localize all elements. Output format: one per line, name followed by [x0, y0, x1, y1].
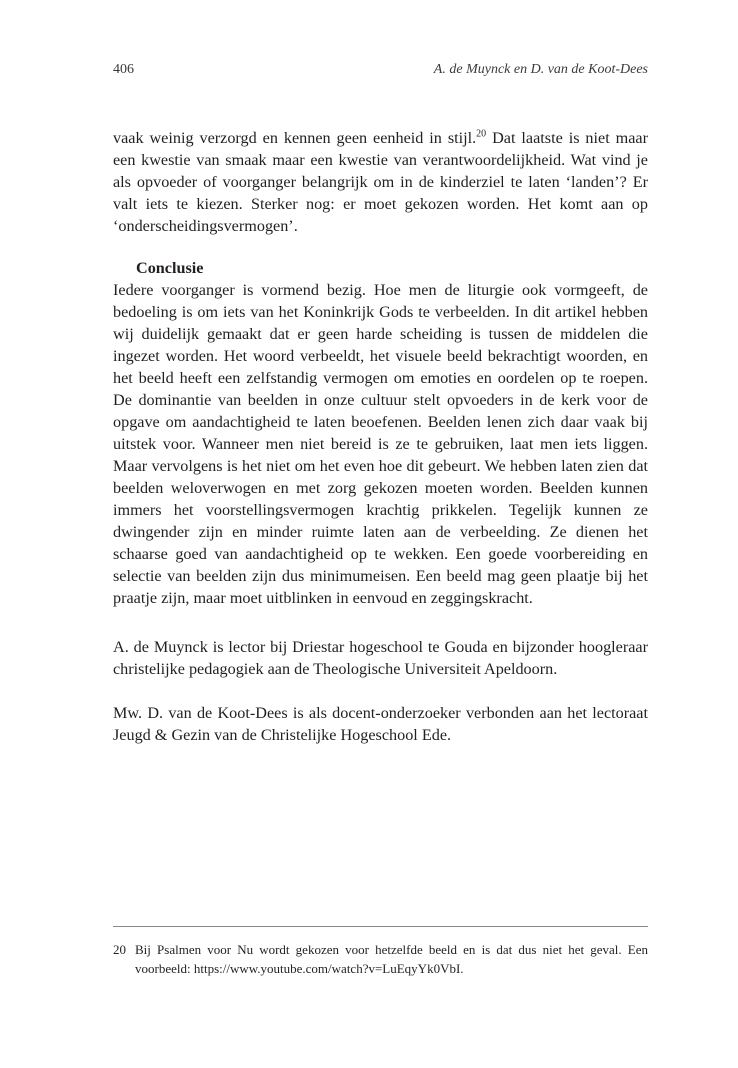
- footnote-reference: 20: [476, 128, 487, 140]
- footnote-text: Bij Psalmen voor Nu wordt gekozen voor hetzelfde beeld en is dat dus niet het geval. Een voorbeeld: https://www.youtube.com/watch?v=LuEqyYk0VbI.: [135, 942, 648, 976]
- conclusion-paragraph: [113, 279, 648, 609]
- footnote-divider: [113, 926, 648, 927]
- author-note-text: A. de Muynck is lector bij Driestar hogeschool te Gouda en bijzonder hoogleraar christelijke pedagogiek aan de Theologische Universiteit Apeldoorn.: [113, 638, 648, 678]
- paragraph-intro: [113, 127, 648, 237]
- footnote: [113, 940, 648, 978]
- author-note: [113, 636, 648, 680]
- section-heading-block: [113, 257, 648, 279]
- footnote-number: 20: [113, 942, 126, 957]
- paragraph-intro-text: vaak weinig verzorgd en kennen geen eenheid in stijl.: [113, 129, 477, 147]
- section-heading: Conclusie: [136, 259, 204, 277]
- paragraph-intro-text-cont: Dat laatste is niet maar een kwestie van smaak maar een kwestie van verantwoordelijkheid. Wat vind je als opvoeder of voorganger belangrijk om in de kinderziel te laten ‘landen’? Er valt iets te kiezen. Sterker nog: er moet gekozen worden. Het komt aan op ‘onderscheidingsvermogen’.: [113, 129, 648, 235]
- conclusion-text: Iedere voorganger is vormend bezig. Hoe men de liturgie ook vormgeeft, de bedoeling is om iets van het Koninkrijk Gods te verbeelden. In dit artikel hebben wij duidelijk gemaakt dat er geen harde scheiding is tussen de middelen die ingezet worden. Het woord verbeeldt, het visuele beeld bekrachtigt woorden, en het beeld heeft een zelfstandig vermogen om emoties en oordelen op te roepen. De dominantie van beelden in onze cultuur stelt opvoeders in de kerk voor de opgave om aandachtigheid te laten beoefenen. Beelden lenen zich daar vaak bij uitstek voor. Wanneer men niet bereid is ze te gebruiken, laat men iets liggen. Maar vervolgens is het niet om het even hoe dit gebeurt. We hebben laten zien dat beelden weloverwogen en met zorg gekozen moeten worden. Beelden kunnen immers het voorstellingsvermogen krachtig prikkelen. Tegelijk kunnen ze dwingender zijn en minder ruimte laten aan de verbeelding. Ze dienen het schaarse goed van aandachtigheid op te wekken. Een goede voorbereiding en selectie van beelden zijn dus minimumeisen. Een beeld mag geen plaatje bij het praatje zijn, maar moet uitblinken in eenvoud en zeggingskracht.: [113, 281, 648, 607]
- page-number: 406: [113, 62, 134, 77]
- author-note: [113, 702, 648, 746]
- running-header: [113, 62, 648, 82]
- running-title: A. de Muynck en D. van de Koot-Dees: [433, 62, 648, 77]
- author-note-text: Mw. D. van de Koot-Dees is als docent-onderzoeker verbonden aan het lectoraat Jeugd & Gezin van de Christelijke Hogeschool Ede.: [113, 704, 648, 744]
